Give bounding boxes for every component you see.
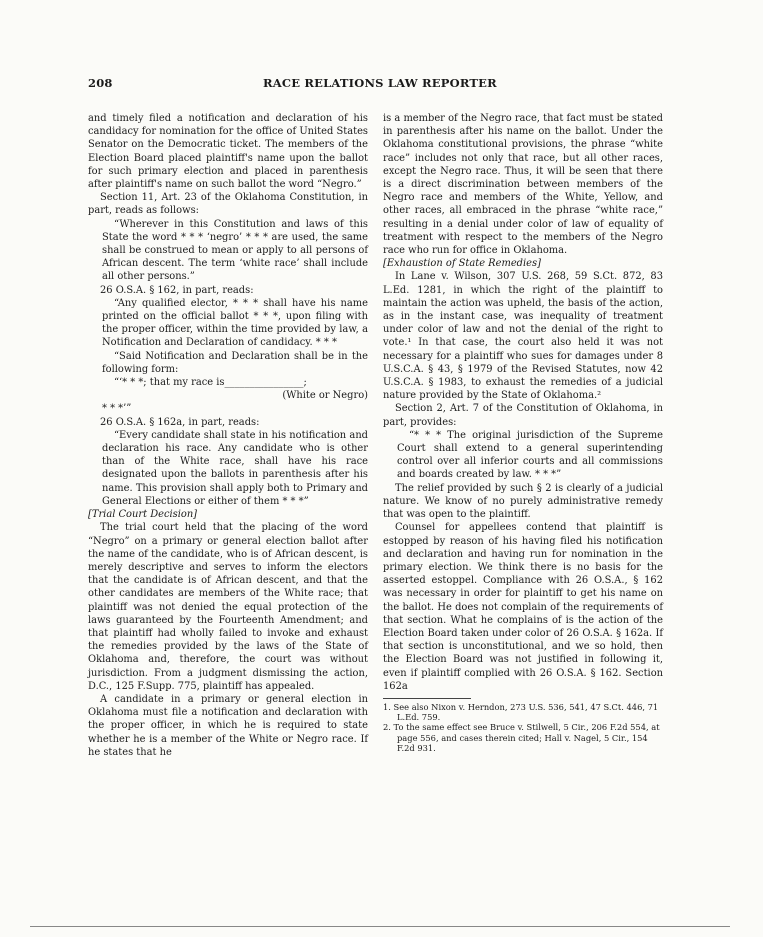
paragraph: and timely filed a notification and declaration of his candidacy for nomination for the office of United States Senator on the Democratic ticket. The members of the Election Board placed plaintiff's name upon the ballot for such primary election and placed in parenthesis after plaintiff's name on such ballot the word “Negro.” bbox=[88, 113, 368, 191]
paragraph: The trial court held that the placing of the word “Negro” on a primary or general election ballot after the name of the candidate, who is of African descent, is merely descriptive and serves to inform the electors that the candidate is of African descent, and that the other candidates are members of the White race; that plaintiff was not denied the equal protection of the laws guaranteed by the Fourteenth Amendment; and that plaintiff had wholly failed to invoke and exhaust the remedies provided by the laws of the State of Oklahoma and, therefore, the court was without jurisdiction. From a judgment dismissing the action, D.C., 125 F.Supp. 775, plaintiff has appealed. bbox=[88, 522, 368, 692]
paragraph: 26 O.S.A. § 162, in part, reads: bbox=[100, 284, 254, 296]
paragraph: Counsel for appellees contend that plaintiff is estopped by reason of his having filed his notification and declaration and having run for nomination in the primary election. We think there is no basis for the asserted estoppel. Compliance with 26 O.S.A., § 162 was necessary in order for plaintiff to get his name on the ballot. He does not complain of the requirements of that section. What he complains of is the action of the Election Board taken under color of 26 O.S.A. § 162a. If that section is unconstitutional, and we so hold, then the Election Board was not justified in following it, even if plaintiff complied with 26 O.S.A. § 162. Section 162a bbox=[383, 522, 663, 692]
footnote-rule bbox=[383, 698, 471, 699]
page-header bbox=[88, 76, 676, 92]
block-quote bbox=[88, 218, 368, 284]
paragraph: The relief provided by such § 2 is clearly of a judicial nature. We know of no purely administrative remedy that was open to the plaintiff. bbox=[383, 482, 663, 521]
bottom-scan-line bbox=[30, 926, 730, 927]
quoted-text: “Wherever in this Constitution and laws of this State the word * * * ‘negro’ * * * are used, the same shall be construed to mean or apply to all persons of African descent. The term ‘white race’ shall include all other persons.” bbox=[102, 218, 368, 283]
block-quote bbox=[383, 429, 663, 482]
paragraph: 26 O.S.A. § 162a, in part, reads: bbox=[100, 416, 260, 428]
right-column bbox=[383, 112, 663, 753]
footnote: 1. See also Nixon v. Herndon, 273 U.S. 536, 541, 47 S.Ct. 446, 71 L.Ed. 759. bbox=[383, 701, 659, 723]
paragraph: A candidate in a primary or general election in Oklahoma must file a notification and declaration with the proper officer, in which he is required to state whether he is a member of the White or Negro race. If he states that he bbox=[88, 693, 368, 758]
quoted-text: “‘* * *; that my race is________________; bbox=[114, 377, 307, 389]
footnote: 2. To the same effect see Bruce v. Stilwell, 5 Cir., 206 F.2d 554, at page 556, and cases therein cited; Hall v. Nagel, 5 Cir., 154 F.2d 931. bbox=[383, 722, 660, 753]
quoted-text: “Any qualified elector, * * * shall have his name printed on the official ballot * * *, upon filing with the proper officer, within the time provided by law, a Notification and Declaration of candidacy. * * * bbox=[102, 297, 368, 349]
quoted-text: “Said Notification and Declaration shall be in the following form: bbox=[102, 350, 368, 375]
footnotes bbox=[383, 702, 663, 753]
page-number: 208 bbox=[88, 76, 113, 90]
paragraph: Section 2, Art. 7 of the Constitution of Oklahoma, in part, provides: bbox=[383, 403, 663, 428]
block-quote bbox=[88, 297, 368, 416]
quoted-text: * * *’” bbox=[102, 403, 132, 415]
paragraph: is a member of the Negro race, that fact must be stated in parenthesis after his name on the ballot. Under the Oklahoma constitutional provisions, the phrase “white race” includes not only that race, but all other races, except the Negro race. Thus, it will be seen that there is a direct discrimination between members of the Negro race and members of the White, Yellow, and other races, all embraced in the phrase “white race,” resulting in a denial under color of law of equality of treatment with respect to the members of the Negro race who run for office in Oklahoma. bbox=[383, 113, 663, 257]
section-heading: [Trial Court Decision] bbox=[88, 509, 198, 521]
block-quote bbox=[88, 429, 368, 508]
quoted-text: (White or Negro) bbox=[282, 390, 368, 402]
running-title: RACE RELATIONS LAW REPORTER bbox=[263, 76, 497, 90]
paragraph: In Lane v. Wilson, 307 U.S. 268, 59 S.Ct. 872, 83 L.Ed. 1281, in which the right of the plaintiff to maintain the action was upheld, the basis of the action, as in the instant case, was inequality of treatment under color of law and not the denial of the right to vote.¹ In that case, the court also held it was not necessary for a plaintiff who sues for damages under 8 U.S.C.A. § 43, § 1979 of the Revised Statutes, now 42 U.S.C.A. § 1983, to exhaust the remedies of a judicial nature provided by the State of Oklahoma.² bbox=[383, 271, 663, 402]
left-column bbox=[88, 112, 368, 759]
quoted-text: “* * * The original jurisdiction of the Supreme Court shall extend to a general superintending control over all inferior courts and all commissions and boards created by law. * * *” bbox=[397, 429, 663, 481]
paragraph: Section 11, Art. 23 of the Oklahoma Constitution, in part, reads as follows: bbox=[88, 192, 368, 217]
quoted-text: “Every candidate shall state in his notification and declaration his race. Any candidate who is other than of the White race, shall have his race designated upon the ballots in parenthesis after his name. This provision shall apply both to Primary and General Elections or either of them * * *” bbox=[102, 429, 368, 507]
section-heading: [Exhaustion of State Remedies] bbox=[383, 258, 541, 270]
